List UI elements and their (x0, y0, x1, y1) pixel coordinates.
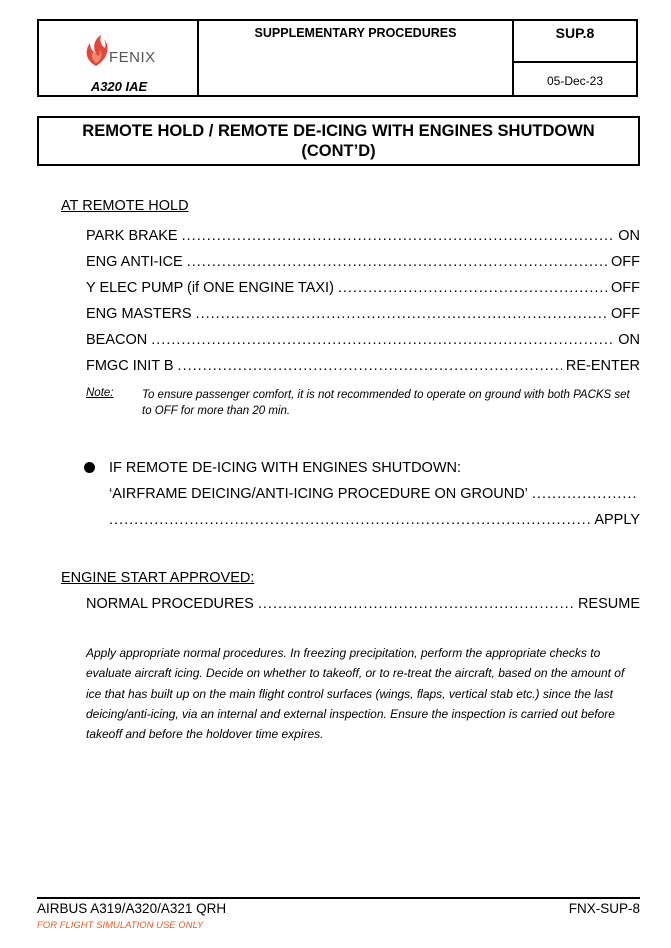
item-label: ENG MASTERS (86, 306, 192, 322)
procedure-code: SUP.8 (555, 25, 595, 41)
item-label: Y ELEC PUMP (if ONE ENGINE TAXI) (86, 280, 334, 296)
footer-disclaimer: FOR FLIGHT SIMULATION USE ONLY (37, 920, 204, 931)
note-text: To ensure passenger comfort, it is not recommended to operate on ground with both PACKS set to OFF for more than 20 min. (142, 389, 630, 417)
item-label: NORMAL PROCEDURES (86, 596, 254, 612)
footer-manual-name: AIRBUS A319/A320/A321 QRH (37, 901, 227, 916)
bullet-icon (84, 462, 95, 473)
note-label: Note: (86, 387, 114, 399)
leader-dots (338, 280, 607, 296)
item-value: ON (618, 332, 640, 348)
leader-dots (532, 486, 636, 502)
leader-dots (178, 358, 562, 374)
checklist-item (86, 332, 640, 348)
item-label: FMGC INIT B (86, 358, 174, 374)
item-value: OFF (611, 254, 640, 270)
leader-dots (187, 254, 607, 270)
footer-page-code: FNX-SUP-8 (568, 901, 640, 916)
item-value: OFF (611, 306, 640, 322)
revision-date: 05-Dec-23 (546, 74, 604, 88)
document-header (37, 19, 638, 97)
aircraft-model: A320 IAE (90, 79, 148, 94)
brand-name: FENIX (109, 49, 156, 66)
brand-cell (39, 21, 199, 95)
footer-divider (37, 897, 640, 899)
title-line-2: (CONT’D) (301, 142, 376, 160)
page-title (37, 116, 640, 166)
checklist-item (86, 306, 640, 322)
leader-dots (258, 596, 574, 612)
item-label: ENG ANTI-ICE (86, 254, 183, 270)
procedure-label: ‘AIRFRAME DEICING/ANTI-ICING PROCEDURE ON GROUND’ (109, 486, 528, 502)
leader-dots (151, 332, 614, 348)
checklist-item (86, 228, 640, 244)
checklist-item (86, 358, 640, 374)
deicing-condition: IF REMOTE DE-ICING WITH ENGINES SHUTDOWN: (109, 460, 462, 476)
leader-dots (196, 306, 607, 322)
title-line-1: REMOTE HOLD / REMOTE DE-ICING WITH ENGINES SHUTDOWN (82, 122, 595, 140)
checklist-item (86, 596, 640, 612)
guidance-paragraph: Apply appropriate normal procedures. In freezing precipitation, perform the appropriate checks to evaluate aircraft icing. Decide on whether to takeoff, or to re-treat the aircraft, based on the amount of ice that has built up on the main flight control surfaces (wings, flaps, vertical stab etc.) since the last deicing/anti-icing, via an internal and external inspection. Ensure the inspection is carried out before takeoff and before the holdover time expires. (86, 646, 625, 742)
item-label: PARK BRAKE (86, 228, 178, 244)
code-cell (512, 21, 636, 95)
item-value: ON (618, 228, 640, 244)
item-label: BEACON (86, 332, 148, 348)
leader-dots (109, 512, 590, 528)
deicing-procedure (109, 486, 640, 502)
item-value: OFF (611, 280, 640, 296)
leader-dots (182, 228, 615, 244)
cell-divider (514, 61, 636, 63)
remote-hold-heading: AT REMOTE HOLD (61, 198, 189, 214)
checklist-item (86, 280, 640, 296)
section-title: SUPPLEMENTARY PROCEDURES (254, 26, 457, 40)
item-value: RE-ENTER (565, 358, 640, 374)
checklist-item (86, 254, 640, 270)
engine-start-heading: ENGINE START APPROVED: (61, 570, 255, 586)
item-value: APPLY (594, 512, 640, 528)
deicing-action (109, 512, 640, 528)
fenix-logo-icon (82, 33, 110, 67)
item-value: RESUME (577, 596, 640, 612)
